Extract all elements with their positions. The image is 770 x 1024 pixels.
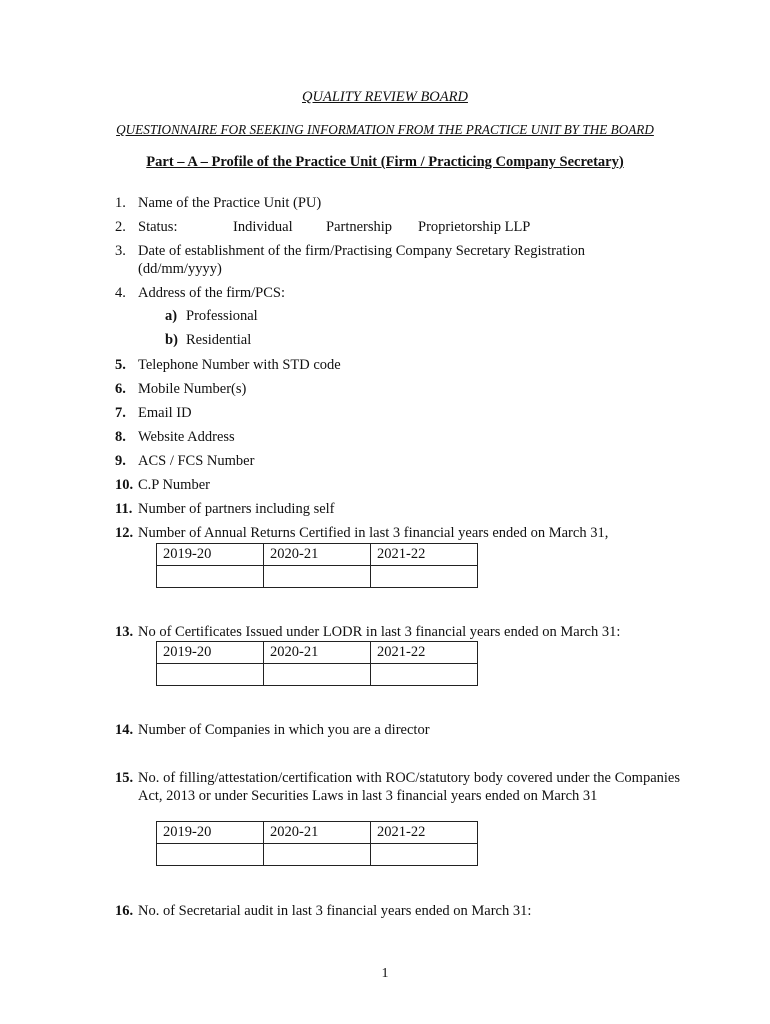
item-number: 3. bbox=[115, 243, 126, 259]
item-number: 9. bbox=[115, 453, 126, 469]
returns-table bbox=[156, 543, 478, 588]
item-11 bbox=[115, 500, 680, 518]
status-option-proprietorship-llp[interactable]: Proprietorship LLP bbox=[418, 219, 531, 235]
part-heading: Part – A – Profile of the Practice Unit (Firm / Practicing Company Secretary) bbox=[146, 154, 624, 170]
table-header-cell: 2019-20 bbox=[157, 544, 264, 566]
item-number: 7. bbox=[115, 405, 126, 421]
document-subtitle: QUESTIONNAIRE FOR SEEKING INFORMATION FROM THE PRACTICE UNIT BY THE BOARD bbox=[116, 122, 654, 137]
table-input-row bbox=[157, 566, 478, 588]
page-number: 1 bbox=[381, 966, 389, 981]
item-number: 8. bbox=[115, 429, 126, 445]
item-text: No of Certificates Issued under LODR in last 3 financial years ended on March 31: bbox=[138, 624, 621, 640]
item-number: 5. bbox=[115, 357, 126, 373]
item-number: 4. bbox=[115, 285, 126, 301]
table-input-cell[interactable] bbox=[371, 664, 478, 686]
item-10 bbox=[115, 476, 680, 494]
item-7 bbox=[115, 404, 680, 422]
table-header-row bbox=[157, 642, 478, 664]
item-14 bbox=[115, 721, 680, 739]
item-text: ACS / FCS Number bbox=[138, 453, 255, 469]
table-header-cell: 2020-21 bbox=[264, 822, 371, 844]
item-3 bbox=[115, 242, 680, 278]
table-input-cell[interactable] bbox=[264, 844, 371, 866]
item-text: Status: bbox=[138, 219, 178, 235]
sub-label: b) bbox=[165, 332, 178, 348]
item-6 bbox=[115, 380, 680, 398]
table-input-row bbox=[157, 844, 478, 866]
document-title: QUALITY REVIEW BOARD bbox=[302, 89, 468, 105]
item-4 bbox=[115, 284, 680, 302]
item-number: 14. bbox=[115, 722, 134, 738]
item-16 bbox=[115, 902, 680, 920]
table-header-cell: 2020-21 bbox=[264, 544, 371, 566]
item-number: 13. bbox=[115, 624, 134, 640]
item-13 bbox=[115, 623, 680, 641]
item-12 bbox=[115, 524, 680, 542]
status-option-individual[interactable]: Individual bbox=[233, 219, 293, 235]
filings-table bbox=[156, 821, 478, 866]
item-text: Website Address bbox=[138, 429, 235, 445]
item-text: Address of the firm/PCS: bbox=[138, 285, 286, 301]
item-4a bbox=[165, 308, 258, 325]
table-input-cell[interactable] bbox=[371, 566, 478, 588]
item-number: 6. bbox=[115, 381, 126, 397]
table-input-cell[interactable] bbox=[157, 664, 264, 686]
table-input-cell[interactable] bbox=[371, 844, 478, 866]
item-8 bbox=[115, 428, 680, 446]
item-text: Number of Annual Returns Certified in last 3 financial years ended on March 31, bbox=[138, 525, 609, 541]
item-number: 15. bbox=[115, 770, 134, 786]
item-text: Date of establishment of the firm/Practising Company Secretary Registration bbox=[138, 243, 585, 259]
table-input-row bbox=[157, 664, 478, 686]
certificates-table bbox=[156, 641, 478, 686]
item-number: 16. bbox=[115, 903, 134, 919]
item-text: C.P Number bbox=[138, 477, 210, 493]
table-header-row bbox=[157, 544, 478, 566]
table-input-cell[interactable] bbox=[264, 664, 371, 686]
table-header-cell: 2021-22 bbox=[371, 642, 478, 664]
item-number: 1. bbox=[115, 195, 126, 211]
table-header-cell: 2019-20 bbox=[157, 822, 264, 844]
table-header-row bbox=[157, 822, 478, 844]
table-input-cell[interactable] bbox=[264, 566, 371, 588]
table-header-cell: 2021-22 bbox=[371, 822, 478, 844]
item-text: No. of filling/attestation/certification with ROC/statutory body covered under the Companies Act, 2013 or under Securities Laws in last 3 financial years ended on March 31 bbox=[138, 770, 680, 804]
sub-text: Professional bbox=[186, 308, 258, 324]
item-text-cont: (dd/mm/yyyy) bbox=[138, 261, 222, 277]
table-header-cell: 2020-21 bbox=[264, 642, 371, 664]
item-text: Number of Companies in which you are a director bbox=[138, 722, 430, 738]
item-text: Name of the Practice Unit (PU) bbox=[138, 195, 322, 211]
item-4b bbox=[165, 332, 251, 349]
item-number: 11. bbox=[115, 501, 133, 517]
table-header-cell: 2019-20 bbox=[157, 642, 264, 664]
item-text: Email ID bbox=[138, 405, 192, 421]
item-text: Mobile Number(s) bbox=[138, 381, 247, 397]
item-number: 12. bbox=[115, 525, 134, 541]
item-text: Telephone Number with STD code bbox=[138, 357, 341, 373]
item-9 bbox=[115, 452, 680, 470]
item-2 bbox=[115, 218, 680, 236]
item-text: Number of partners including self bbox=[138, 501, 335, 517]
item-number: 2. bbox=[115, 219, 126, 235]
table-input-cell[interactable] bbox=[157, 566, 264, 588]
item-1 bbox=[115, 194, 680, 212]
item-5 bbox=[115, 356, 680, 374]
sub-label: a) bbox=[165, 308, 178, 324]
table-header-cell: 2021-22 bbox=[371, 544, 478, 566]
item-text: No. of Secretarial audit in last 3 financial years ended on March 31: bbox=[138, 903, 532, 919]
item-15 bbox=[115, 769, 680, 805]
sub-text: Residential bbox=[186, 332, 252, 348]
table-input-cell[interactable] bbox=[157, 844, 264, 866]
item-number: 10. bbox=[115, 477, 134, 493]
status-option-partnership[interactable]: Partnership bbox=[326, 219, 393, 235]
